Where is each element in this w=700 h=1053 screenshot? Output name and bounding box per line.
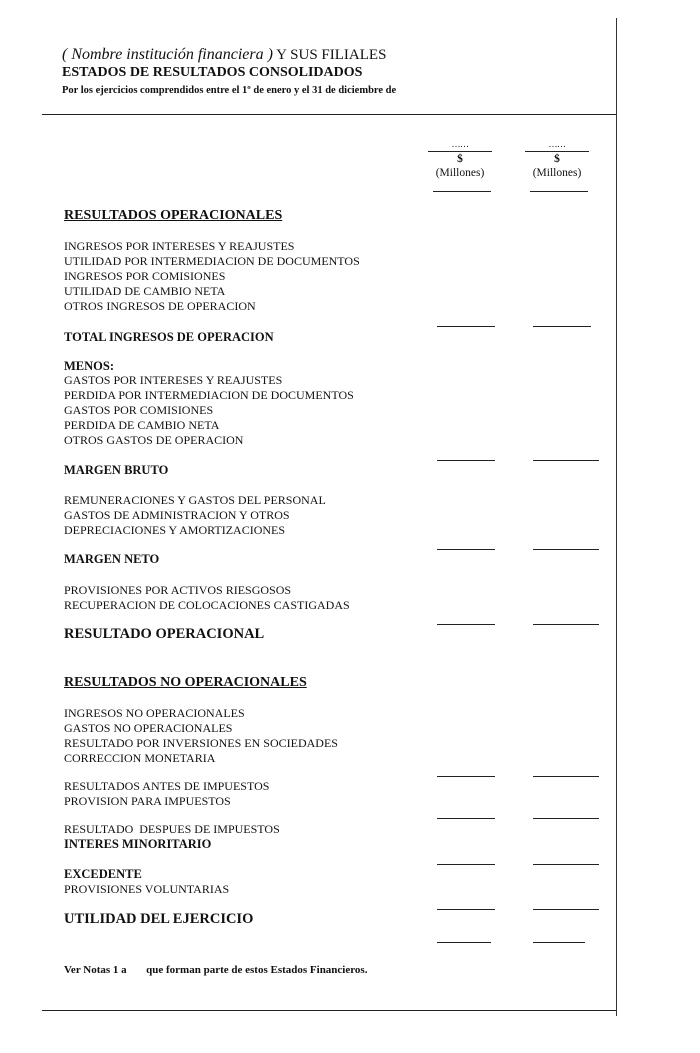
expense-items — [64, 373, 354, 448]
top-divider — [42, 114, 616, 115]
provision-items — [64, 583, 350, 613]
final-rule — [437, 942, 491, 943]
subtotal-rule — [437, 549, 495, 550]
minority-interest-label: INTERES MINORITARIO — [64, 837, 212, 851]
line-item: CORRECCION MONETARIA — [64, 751, 216, 765]
pre-tax-group — [64, 779, 269, 809]
unit-label: (Millones) — [435, 167, 485, 179]
line-item: OTROS INGRESOS DE OPERACION — [64, 299, 256, 313]
income-items — [64, 239, 360, 314]
subtotal-rule — [533, 776, 599, 777]
bottom-border — [42, 1010, 616, 1011]
line-item: UTILIDAD POR INTERMEDIACION DE DOCUMENTOS — [64, 254, 360, 268]
line-item: PROVISIONES POR ACTIVOS RIESGOSOS — [64, 583, 292, 597]
line-item: GASTOS POR INTERESES Y REAJUSTES — [64, 373, 283, 387]
line-item: DEPRECIACIONES Y AMORTIZACIONES — [64, 523, 286, 537]
subtotal-rule — [533, 909, 599, 910]
year-placeholder: …… — [451, 139, 469, 149]
surplus-label: EXCEDENTE — [64, 867, 142, 881]
subtotal-rule — [533, 624, 599, 625]
subtotal-rule — [437, 818, 495, 819]
right-border — [616, 18, 617, 1016]
line-item: PERDIDA DE CAMBIO NETA — [64, 418, 220, 432]
total-income-label: TOTAL INGRESOS DE OPERACION — [64, 330, 274, 344]
unit-label: (Millones) — [532, 167, 582, 179]
subtotal-rule — [437, 624, 495, 625]
currency-label: $ — [457, 153, 463, 165]
personnel-items — [64, 493, 326, 538]
line-item: UTILIDAD DE CAMBIO NETA — [64, 284, 226, 298]
tax-provision-label: PROVISION PARA IMPUESTOS — [64, 794, 231, 808]
column-header-1 — [425, 137, 495, 180]
line-item: INGRESOS POR COMISIONES — [64, 269, 226, 283]
line-item: RESULTADO POR INVERSIONES EN SOCIEDADES — [64, 736, 338, 750]
non-operational-items — [64, 706, 338, 766]
statement-title: ESTADOS DE RESULTADOS CONSOLIDADOS — [62, 65, 363, 80]
less-label: MENOS: — [64, 359, 114, 373]
pre-tax-label: RESULTADOS ANTES DE IMPUESTOS — [64, 779, 270, 793]
footer-note-prefix: Ver Notas 1 a — [64, 964, 127, 976]
subtotal-rule — [533, 460, 599, 461]
line-item: GASTOS POR COMISIONES — [64, 403, 214, 417]
subtotal-rule — [533, 549, 599, 550]
subtotal-rule — [533, 864, 599, 865]
after-tax-label: RESULTADO DESPUES DE IMPUESTOS — [64, 822, 280, 836]
line-item: GASTOS DE ADMINISTRACION Y OTROS — [64, 508, 290, 522]
line-item: RECUPERACION DE COLOCACIONES CASTIGADAS — [64, 598, 350, 612]
subtotal-rule — [437, 460, 495, 461]
line-item: REMUNERACIONES Y GASTOS DEL PERSONAL — [64, 493, 326, 507]
institution-placeholder: ( Nombre institución financiera ) — [62, 46, 273, 63]
column-header-2 — [522, 137, 592, 180]
footer-note — [64, 964, 367, 976]
line-item: PERDIDA POR INTERMEDIACION DE DOCUMENTOS — [64, 388, 354, 402]
line-item: INGRESOS POR INTERESES Y REAJUSTES — [64, 239, 295, 253]
column-1-rule — [433, 191, 491, 192]
gross-margin-label: MARGEN BRUTO — [64, 463, 169, 477]
net-margin-label: MARGEN NETO — [64, 552, 160, 566]
line-item: OTROS GASTOS DE OPERACION — [64, 433, 244, 447]
operating-result-label: RESULTADO OPERACIONAL — [64, 626, 265, 642]
net-income-label: UTILIDAD DEL EJERCICIO — [64, 911, 254, 927]
subtotal-rule — [533, 326, 591, 327]
subtotal-rule — [437, 326, 495, 327]
subtotal-rule — [533, 818, 599, 819]
currency-label: $ — [554, 153, 560, 165]
section-heading-non-operational: RESULTADOS NO OPERACIONALES — [64, 675, 307, 690]
column-2-rule — [530, 191, 588, 192]
institution-header — [62, 46, 386, 64]
subtotal-rule — [437, 864, 495, 865]
subtotal-rule — [437, 776, 495, 777]
year-placeholder: …… — [548, 139, 566, 149]
section-heading-operational: RESULTADOS OPERACIONALES — [64, 208, 283, 223]
subsidiaries-label: Y SUS FILIALES — [276, 47, 387, 63]
final-rule — [533, 942, 585, 943]
voluntary-provisions-label: PROVISIONES VOLUNTARIAS — [64, 882, 230, 896]
statement-period: Por los ejercicios comprendidos entre el 1º de enero y el 31 de diciembre de — [62, 85, 397, 96]
line-item: INGRESOS NO OPERACIONALES — [64, 706, 245, 720]
line-item: GASTOS NO OPERACIONALES — [64, 721, 233, 735]
footer-note-suffix: que forman parte de estos Estados Financieros. — [146, 964, 368, 976]
subtotal-rule — [437, 909, 495, 910]
